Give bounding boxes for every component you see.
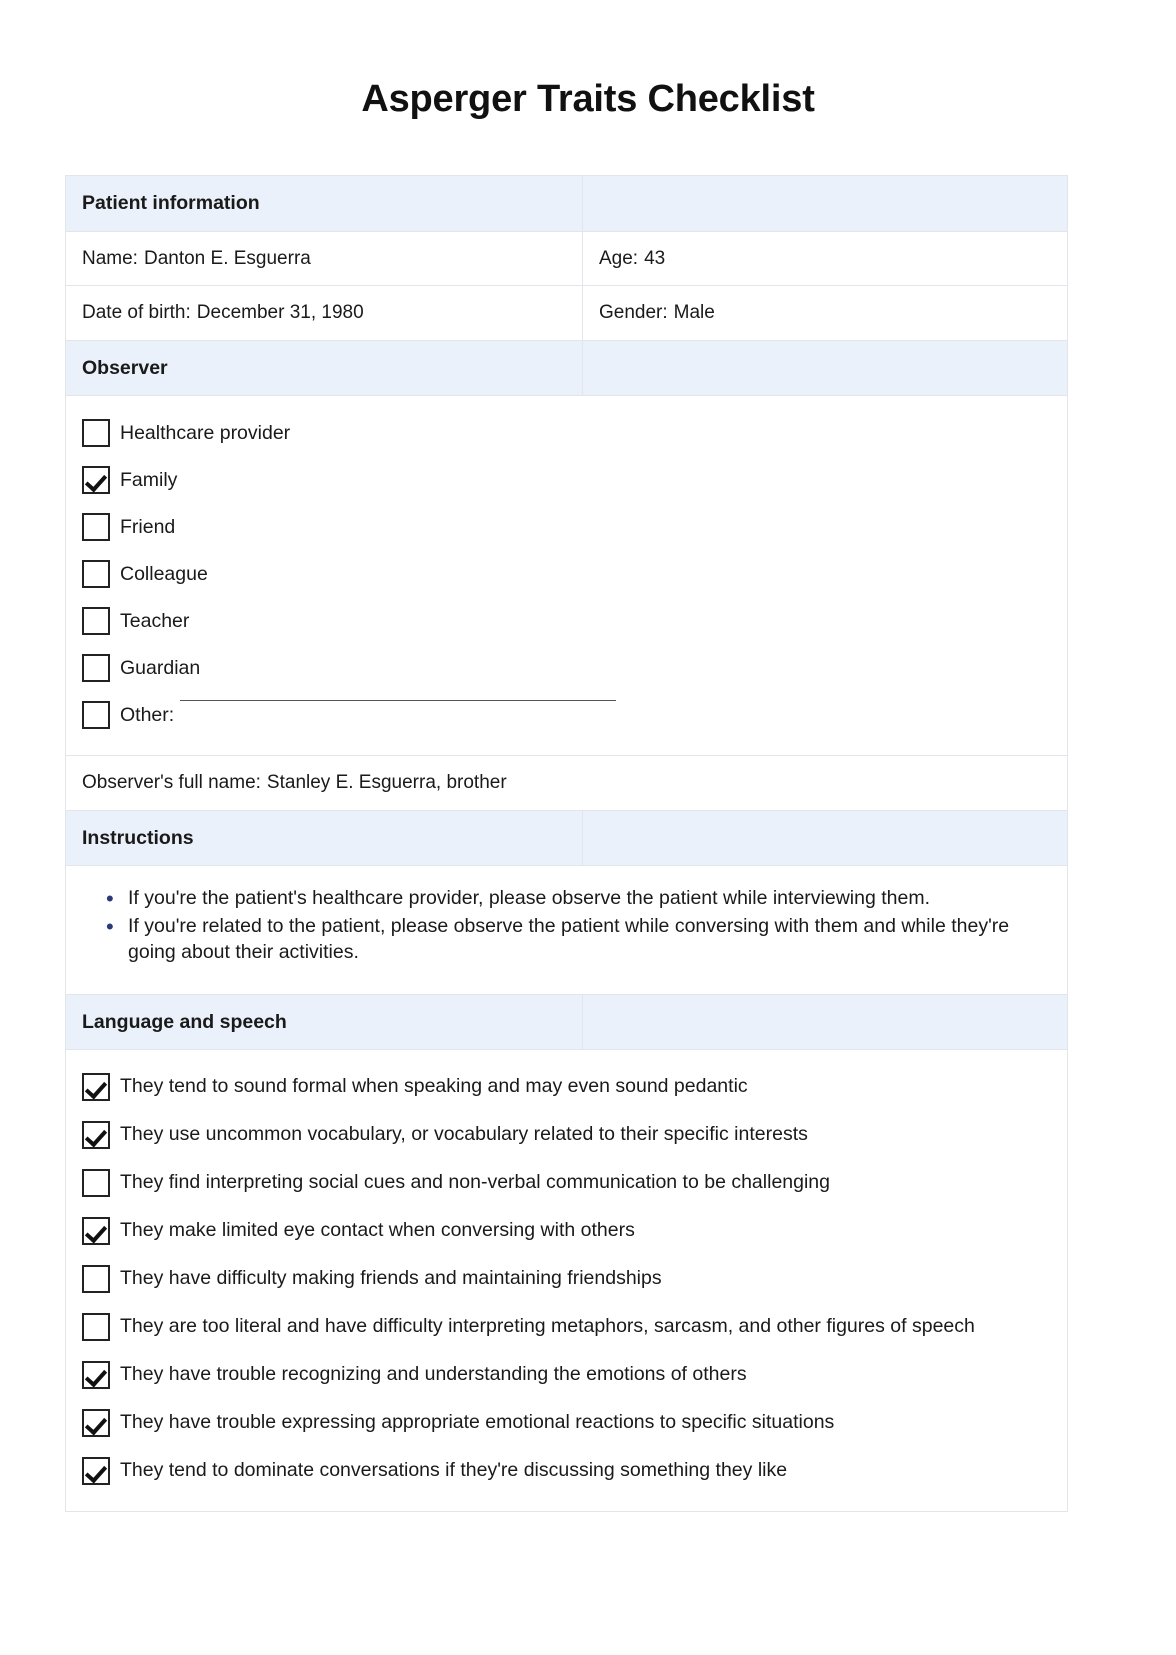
gender-label: Gender: (599, 302, 668, 324)
checkbox-checked-icon[interactable] (82, 1409, 110, 1437)
observer-option-friend[interactable] (82, 512, 1051, 541)
dob-gender-row (66, 286, 1067, 341)
instructions-list (94, 886, 1039, 965)
trait-item-label: They have difficulty making friends and maintaining friendships (120, 1266, 662, 1289)
instructions-body (66, 866, 1067, 993)
trait-item-label: They have trouble expressing appropriate emotional reactions to specific situations (120, 1410, 835, 1433)
trait-item-label: They tend to sound formal when speaking and may even sound pedantic (120, 1074, 748, 1097)
trait-item[interactable] (82, 1168, 1051, 1197)
trait-item-label: They find interpreting social cues and non-verbal communication to be challenging (120, 1170, 830, 1193)
checkbox-icon[interactable] (82, 419, 110, 447)
gender-field[interactable] (583, 286, 1067, 340)
date-of-birth-value: December 31, 1980 (196, 302, 364, 324)
checkbox-icon[interactable] (82, 607, 110, 635)
checkbox-checked-icon[interactable] (82, 1073, 110, 1101)
trait-item[interactable] (82, 1120, 1051, 1149)
observer-full-name-field[interactable] (66, 756, 1067, 810)
checkbox-checked-icon[interactable] (82, 1361, 110, 1389)
trait-item[interactable] (82, 1360, 1051, 1389)
patient-information-header-row (66, 176, 1067, 231)
trait-item[interactable] (82, 1408, 1051, 1437)
checkbox-checked-icon[interactable] (82, 466, 110, 494)
observer-options-list (66, 396, 1067, 755)
checkbox-checked-icon[interactable] (82, 1217, 110, 1245)
gender-value: Male (673, 302, 715, 324)
observer-option-healthcare-provider[interactable] (82, 418, 1051, 447)
language-and-speech-header-row (66, 995, 1067, 1050)
checkbox-checked-icon[interactable] (82, 1121, 110, 1149)
age-field[interactable] (583, 232, 1067, 286)
checkbox-icon[interactable] (82, 654, 110, 682)
trait-item[interactable] (82, 1456, 1051, 1485)
observer-option-colleague[interactable] (82, 559, 1051, 588)
date-of-birth-label: Date of birth: (82, 302, 191, 324)
checkbox-icon[interactable] (82, 1169, 110, 1197)
observer-full-name-value: Stanley E. Esguerra, brother (266, 772, 507, 794)
instructions-header-row (66, 811, 1067, 866)
language-and-speech-header-spacer (583, 995, 1067, 1049)
trait-item[interactable] (82, 1264, 1051, 1293)
observer-option-label: Teacher (120, 610, 190, 633)
patient-information-header: Patient information (66, 176, 583, 230)
observer-option-label: Friend (120, 516, 176, 539)
trait-item-label: They tend to dominate conversations if they're discussing something they like (120, 1458, 788, 1481)
trait-item[interactable] (82, 1312, 1051, 1341)
trait-item-label: They use uncommon vocabulary, or vocabulary related to their specific interests (120, 1122, 808, 1145)
trait-item-label: They make limited eye contact when conversing with others (120, 1218, 635, 1241)
language-and-speech-header: Language and speech (66, 995, 583, 1049)
observer-other-input[interactable] (180, 700, 616, 701)
checkbox-icon[interactable] (82, 560, 110, 588)
checkbox-icon[interactable] (82, 701, 110, 729)
observer-full-name-row (66, 756, 1067, 811)
checkbox-icon[interactable] (82, 1313, 110, 1341)
checklist-form-table (65, 175, 1068, 1511)
name-label: Name: (82, 247, 138, 269)
language-and-speech-items-row (66, 1050, 1067, 1512)
observer-option-label: Healthcare provider (120, 422, 291, 445)
observer-option-label: Guardian (120, 657, 201, 680)
observer-full-name-label: Observer's full name: (82, 772, 261, 794)
checkbox-icon[interactable] (82, 513, 110, 541)
name-value: Danton E. Esguerra (143, 247, 311, 269)
instructions-body-row (66, 866, 1067, 994)
instructions-header: Instructions (66, 811, 583, 865)
age-value: 43 (644, 247, 666, 269)
observer-option-teacher[interactable] (82, 606, 1051, 635)
instruction-item: • If you're related to the patient, please observe the patient while conversing with them and while they're going about their activities. (94, 914, 1039, 965)
trait-item-label: They are too literal and have difficulty interpreting metaphors, sarcasm, and other figures of speech (120, 1314, 975, 1337)
page-title: Asperger Traits Checklist (361, 78, 815, 121)
instructions-header-spacer (583, 811, 1067, 865)
observer-option-family[interactable] (82, 465, 1051, 494)
observer-option-other-label: Other: (120, 704, 175, 727)
checkbox-checked-icon[interactable] (82, 1457, 110, 1485)
observer-header-spacer (583, 341, 1067, 395)
name-field[interactable] (66, 232, 583, 286)
instruction-item: • If you're the patient's healthcare provider, please observe the patient while interviewing them. (94, 886, 1039, 912)
date-of-birth-field[interactable] (66, 286, 583, 340)
trait-item[interactable] (82, 1216, 1051, 1245)
language-and-speech-items-list (66, 1050, 1067, 1511)
age-label: Age: (599, 247, 639, 269)
observer-option-other[interactable] (82, 700, 1051, 729)
observer-options-row (66, 396, 1067, 756)
trait-item[interactable] (82, 1072, 1051, 1101)
patient-information-header-spacer (583, 176, 1067, 230)
document-page (0, 25, 1176, 1655)
observer-option-label: Family (120, 469, 178, 492)
observer-header: Observer (66, 341, 583, 395)
observer-option-guardian[interactable] (82, 653, 1051, 682)
name-age-row (66, 232, 1067, 287)
trait-item-label: They have trouble recognizing and understanding the emotions of others (120, 1362, 747, 1385)
observer-header-row (66, 341, 1067, 396)
checkbox-icon[interactable] (82, 1265, 110, 1293)
observer-option-label: Colleague (120, 563, 208, 586)
